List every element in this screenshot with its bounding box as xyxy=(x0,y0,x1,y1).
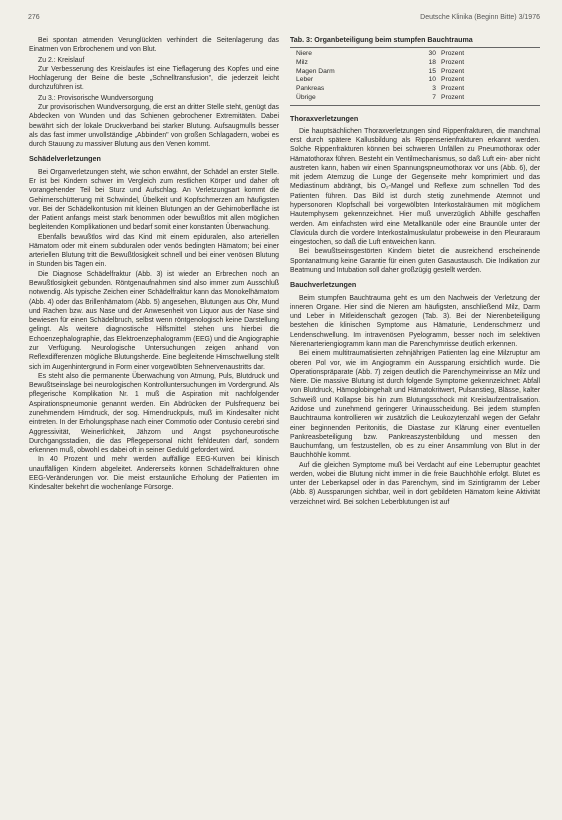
table-cell-value: 7 xyxy=(432,93,436,101)
page-number: 276 xyxy=(28,14,40,21)
table-cell-value: 10 xyxy=(428,76,436,84)
table-row xyxy=(296,50,536,59)
paragraph: Bei Organverletzungen steht, wie schon erwähnt, der Schädel an erster Stelle. Er ist bei Kindern schwer im Vergleich zum restlichen Körper und daher oft vorangehender Teil bei Sturz und Aufschlag. An Verletzungsart kommt die Gehirnerschütterung mit Schwindel, Übelkeit und Kopfschmerzen am häufigsten vor. Bei der Schädelkontusion mit kleinen Blutungen an der Gehirnoberfläche ist der Patient anfangs meist stark benommen oder bewußtlos mit allen möglichen begleitenden Komplikationen und bedarf somit einer konstanten Überwachung. xyxy=(29,168,279,232)
table-rule xyxy=(290,105,540,106)
paragraph: Zur Verbesserung des Kreislaufes ist eine Tieflagerung des Kopfes und eine Hochlagerung der Beine die beste „Schnelltransfusion", die jederzeit leicht durchzuführen ist. xyxy=(29,65,279,92)
paragraph: In 40 Prozent und mehr werden auffällige EEG-Kurven bei klinisch unauffälligen Kindern abgeleitet. Andererseits können Schädelfrakturen ohne EEG-Veränderungen vor. Die meist erstaunliche Erholung der Patienten im Kindesalter bekehrt die wochenlange Fürsorge. xyxy=(29,456,279,492)
table-cell-unit: Prozent xyxy=(441,58,465,66)
section-heading-bauch: Bauchverletzungen xyxy=(290,280,357,290)
table-cell-value: 3 xyxy=(432,85,436,93)
table-cell-unit: Prozent xyxy=(441,85,465,93)
table-cell-organ: Leber xyxy=(296,76,314,84)
section-heading-thorax: Thoraxverletzungen xyxy=(290,113,359,123)
table-cell-unit: Prozent xyxy=(441,93,465,101)
page-header xyxy=(28,14,540,26)
subsection-heading: Zu 2.: Kreislauf xyxy=(38,56,85,64)
table-cell-value: 18 xyxy=(428,58,436,66)
paragraph: Die Diagnose Schädelfraktur (Abb. 3) ist wieder an Erbrechen noch an Bewußtlosigkeit gebunden. Röntgenaufnahmen sind also immer zum Ausschluß notwendig. Als typische Zeichen einer Schädelfraktur kann das Monokelhämatom (Abb. 4) oder das Brillenhämatom (Abb. 5) angesehen, Blutungen aus Ohr, Mund und Rachen bzw. aus Nase und der Anwesenheit von Liquor aus der Nase sind bewiesen für einen Schädelbruch, selbst wenn röntgenologisch keine Darstellung gelingt. Als weitere diagnostische Hilfsmittel stehen uns hierbei die Echoenzephalographie, das Elektroenzephalogramm (EEG) und die Angiographie zur Verfügung. Neurologische Untersuchungen zeigen anhand von Reflexdifferenzen mögliche Blutungsherde. Eine begleitende Hirnschwellung stellt sich im Augenhintergrund in Form einer vorgewölbten Sehnervenaustritts dar. xyxy=(29,270,279,371)
left-column xyxy=(29,36,279,493)
table-cell-organ: Niere xyxy=(296,50,312,58)
table-cell-organ: Pankreas xyxy=(296,85,325,93)
table-cell-organ: Milz xyxy=(296,58,308,66)
paragraph: Bei spontan atmenden Verunglückten verhindert die Seitenlagerung das Einatmen von Erbrochenem und von Blut. xyxy=(29,37,279,54)
table-cell-value: 15 xyxy=(428,67,436,75)
table-cell-unit: Prozent xyxy=(441,50,465,58)
paragraph: Bei bewußtseinsgestörten Kindern bietet die ausreichend erscheinende Spontanatmung keine Garantie für einen guten Gasaustausch. Die Indikation zur Beatmung und Intubation soll daher großzügig gestellt werden. xyxy=(290,248,540,274)
subsection-heading: Zu 3.: Provisorische Wundversorgung xyxy=(38,94,154,102)
right-column xyxy=(290,36,540,507)
paragraph: Zur provisorischen Wundversorgung, die erst an dritter Stelle steht, genügt das Abdecken von Wunden und das Schienen gebrochener Extremitäten. Dabei bewährt sich der lokale Druckverband bei starker Blutung. Aufsaugmulls besser als das fast immer unvollständige „Abbinden" von großen Schlagadern, wobei es durch Stauung zu massiver Blutung aus den Venen kommt. xyxy=(29,103,279,149)
table-row xyxy=(296,68,536,77)
table-cell-unit: Prozent xyxy=(441,76,465,84)
table-row xyxy=(296,94,536,103)
table-title: Tab. 3: Organbeteiligung beim stumpfen Bauchtrauma xyxy=(290,36,540,48)
table-cell-unit: Prozent xyxy=(441,67,465,75)
paragraph: Es steht also die permanente Überwachung von Atmung, Puls, Blutdruck und Bewußtseinslage bei neurologischen Kontrolluntersuchungen im Vordergrund. Als pflegerische Komplikation Nr. 1 muß die Aspiration mit nachfolgender Aspirationspneumonie genannt werden. Ein Abdrücken der Pulsfrequenz bei zunehmendem Hirndruck, der sog. Hirnendruckpuls, muß im Kindesalter nicht eintreten. In der Erholungsphase nach einer Commotio oder Contusio cerebri sind Aggressivität, Weinerlichkeit, Jähzorn und Angst psychoneurotische Durchgangsstadien, die das Pflegepersonal nicht fehldeuten darf, sondern erkennen muß, obwohl es dabei oft in seiner Geduld gefordert wird. xyxy=(29,372,279,455)
paragraph: Auf die gleichen Symptome muß bei Verdacht auf eine Leberruptur geachtet werden, wobei die Blutung nicht immer in die freie Bauchhöhle erfolgt. Blutet es unter der Leberkapsel oder in das Parenchym, sind im Szintigramm der Leber (Abb. 8) Aussparungen sichtbar, weil in dort gebildeten Hämatom keine Aktivität verzeichnet wird. Bei solchen Leberblutungen ist auf xyxy=(290,461,540,506)
table-cell-organ: Magen Darm xyxy=(296,67,335,75)
journal-reference: Deutsche Klinika (Beginn Bitte) 3/1976 xyxy=(420,14,540,21)
table-cell-organ: Übrige xyxy=(296,93,316,101)
table-cell-value: 30 xyxy=(428,50,436,58)
table-row xyxy=(296,76,536,85)
table-row xyxy=(296,59,536,68)
paragraph: Beim stumpfen Bauchtrauma geht es um den Nachweis der Verletzung der inneren Organe. Hier sind die Nieren am häufigsten, anschließend Milz, Darm und Leber in Mitleidenschaft gezogen (Tab. 3). Bei der Nierenbeteiligung bestehen die klinischen Symptome aus Hämaturie, Lendenschmerz und Lendenschwellung. Im intravenösen Pyelogramm, besser noch im selektiven Nierenarteriengiogramm kann man die Parenchymrisse deutlich erkennen. xyxy=(290,294,540,348)
paragraph: Ebenfalls bewußtlos wird das Kind mit einem epiduralen, also arteriellen Hämatom oder mit einem subduralen oder venös bedingten Hämatom; bei einer arteriellen Blutung tritt die Bewußtlosigkeit schnell und bei einer venösen Blutung in Stunden bis Tagen ein. xyxy=(29,233,279,269)
section-heading-schaedel: Schädelverletzungen xyxy=(29,154,101,164)
paragraph: Die hauptsächlichen Thoraxverletzungen sind Rippenfrakturen, die manchmal erst durch spätere Kallusbildung als Rippenserienfrakturen erkannt werden. Solche Rippenfrakturen können bei schweren Unfällen zu Pneumothorax oder Hämatothorax führen. Besteht ein Ventilmechanismus, so daß Luft ein- aber nicht austreten kann, haben wir einen Spannungspneumothorax vor uns (Abb. 6), der mit jedem Atemzug die Lunge der Gegenseite mehr komprimiert und das Mediastinum abdrängt, bis O₂-Mangel und Reflexe zum schnellen Tod des Patienten führen. Das Bild ist durch stetig zunehmende Atemnot und hypersonoren Klopfschall bei vorgewölbten Interkostalräumen mit möglichem Hautemphysem gekennzeichnet. Hier muß unverzüglich Abhilfe geschaffen werden. Am einfachsten wird eine Metallkanüle oder eine Braunüle unter der Clavicula durch die vordere Interkostalmuskulatur probeweise in den Pleuraraum eingestochen, so daß die Luft entweichen kann. xyxy=(290,127,540,247)
table-row xyxy=(296,85,536,94)
paragraph: Bei einem multitraumatisierten zehnjährigen Patienten lag eine Milzruptur am oberen Pol vor, wie im Angiogramm ein Aussparung ersichtlich wurde. Die Operationspräparate (Abb. 7) zeigen deutlich die Parenchymeinrisse an Milz und Niere. Die massive Blutung ist durch folgende Symptome gekennzeichnet: Abfall von Blutdruck, Hämoglobingehalt und Hämatokritwert, Pulsanstieg, Blässe, kalter Schweiß und Kollapse bis hin zum Blutungsschock mit Kreislaufzentralisation. Azidose und zunehmend geringerer Urinausscheidung. Bei jedem stumpfen Bauchtrauma kontrollieren wir zusätzlich die Leukozytenzahl wegen der Gefahr einer beginnenden Peritonitis, die Diastase zur Klärung einer eventuellen Pankreasbeteiligung bzw. Pankreaszystenbildung und messen den Bauchumfang, um festzustellen, ob es zu einer Ansammlung von Blut in der Bauchhöhle kommt. xyxy=(290,350,540,460)
organ-table xyxy=(296,50,536,102)
